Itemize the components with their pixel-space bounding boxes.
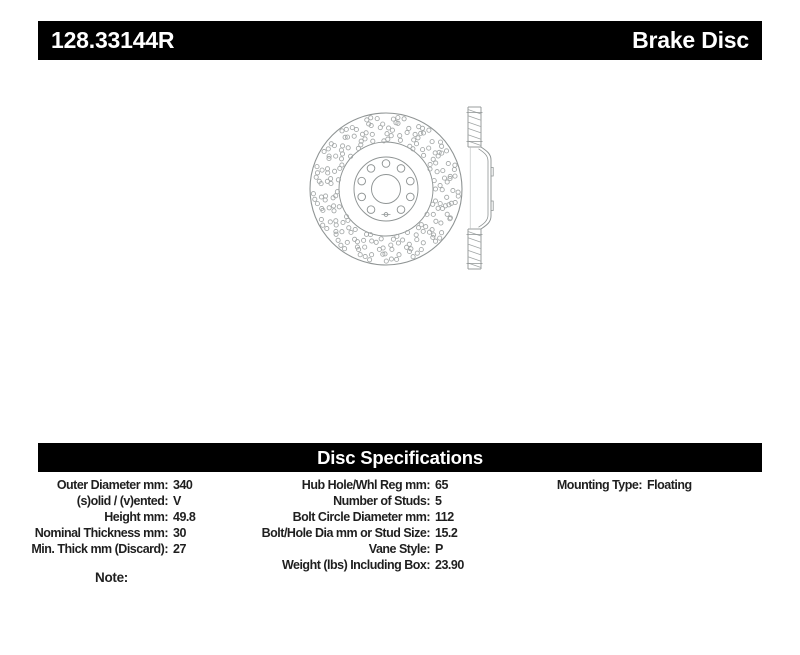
spec-row: [0, 493, 195, 509]
spec-label: Min. Thick mm (Discard):: [31, 542, 168, 556]
spec-row: [0, 525, 195, 541]
spec-row: [0, 509, 195, 525]
spec-row: [210, 557, 464, 573]
spec-value: 23.90: [435, 558, 464, 572]
spec-row: [0, 477, 195, 493]
spec-label: Mounting Type:: [556, 478, 642, 492]
spec-label: Bolt Circle Diameter mm:: [292, 510, 430, 524]
spec-value: 30: [173, 526, 186, 540]
spec-row: [210, 477, 464, 493]
spec-label: Outer Diameter mm:: [56, 478, 168, 492]
product-type-title: Brake Disc: [632, 27, 749, 53]
spec-value: 112: [435, 510, 454, 524]
spec-value: 49.8: [173, 510, 196, 524]
spec-row: [522, 477, 692, 493]
part-number: 128.33144R: [51, 27, 175, 53]
spec-label: Number of Studs:: [333, 494, 430, 508]
spec-row: [210, 509, 464, 525]
spec-row: [210, 541, 464, 557]
spec-label: Nominal Thickness mm:: [34, 526, 168, 540]
spec-value: 15.2: [435, 526, 458, 540]
spec-label: Vane Style:: [368, 542, 430, 556]
specs-title-bar: [38, 443, 762, 472]
spec-value: V: [173, 494, 181, 508]
spec-label: Weight (lbs) Including Box:: [281, 558, 430, 572]
note-label: Note:: [95, 570, 128, 585]
spec-row: [0, 541, 195, 557]
disc-front-view-icon: [310, 113, 462, 265]
spec-label: Hub Hole/Whl Reg mm:: [301, 478, 430, 492]
specs-title: Disc Specifications: [317, 446, 483, 468]
disc-cross-section-icon: [467, 107, 494, 269]
spec-column: [210, 477, 464, 573]
spec-value: 65: [435, 478, 448, 492]
spec-column: [522, 477, 692, 493]
spec-row: [210, 525, 464, 541]
spec-value: 340: [173, 478, 193, 492]
spec-label: Bolt/Hole Dia mm or Stud Size:: [261, 526, 430, 540]
spec-value: P: [435, 542, 443, 556]
spec-value: 5: [435, 494, 442, 508]
spec-label: (s)olid / (v)ented:: [76, 494, 168, 508]
spec-row: [210, 493, 464, 509]
spec-value: Floating: [647, 478, 692, 492]
spec-value: 27: [173, 542, 186, 556]
spec-column: [0, 477, 195, 557]
spec-label: Height mm:: [104, 510, 168, 524]
